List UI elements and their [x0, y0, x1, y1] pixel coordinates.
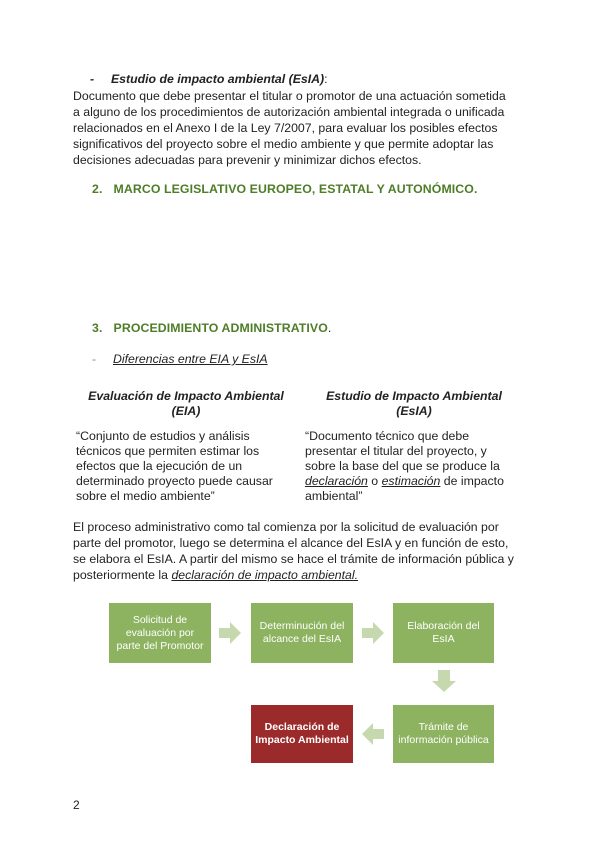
- esia-quote-line: ambiental”: [305, 489, 363, 503]
- flow-step-alcance: Determinución del alcance del EsIA: [251, 603, 353, 663]
- esia-quote-line: “Documento técnico que debe: [305, 429, 470, 443]
- flow-step-informacion-publica: Trámite de información pública: [393, 705, 494, 763]
- eia-column-title: [76, 389, 296, 419]
- eia-definition-quote: [76, 429, 296, 504]
- section-3-dot: .: [327, 321, 332, 335]
- declaracion-impacto-link[interactable]: declaración de impacto ambiental.: [171, 568, 359, 582]
- section-2-title: MARCO LEGISLATIVO EUROPEO, ESTATAL Y AUTONÓMICO.: [113, 182, 478, 196]
- section-3-title: PROCEDIMIENTO ADMINISTRATIVO: [113, 321, 328, 335]
- section-3-number: 3.: [92, 321, 103, 335]
- bullet-esia-title: Estudio de impacto ambiental (EsIA): [110, 72, 325, 86]
- eia-quote-line: determinado proyecto puede causar: [76, 474, 273, 488]
- declaracion-link[interactable]: declaración: [305, 474, 368, 488]
- esia-line: Documento que debe presentar el titular o promotor de una actuación sometida: [73, 89, 506, 103]
- esia-line: a alguno de los procedimientos de autorización ambiental integrada o unificada: [73, 105, 505, 119]
- process-paragraph: [73, 519, 528, 583]
- arrow-down-icon: [432, 670, 456, 692]
- esia-quote-line-4: [305, 474, 525, 489]
- process-line-last: [73, 567, 528, 583]
- bullet-colon: :: [324, 72, 328, 86]
- esia-line: significativos del proyecto sobre el medio ambiente y que permite adoptar las: [73, 137, 494, 151]
- process-last-prefix: posteriormente la: [73, 568, 172, 582]
- arrow-left-icon: [362, 723, 384, 745]
- estimacion-link[interactable]: estimación: [381, 474, 441, 488]
- esia-definition: [73, 88, 528, 168]
- quote-impact: de impacto: [440, 474, 504, 488]
- arrow-right-icon: [219, 622, 241, 644]
- bullet-esia-heading: [90, 72, 328, 86]
- esia-line: decisiones adecuadas para prevenir y minimizar dichos efectos.: [73, 153, 422, 167]
- section-2-number: 2.: [92, 182, 103, 196]
- flow-step-declaracion: Declaración de Impacto Ambiental: [251, 705, 353, 763]
- sub-bullet-dash: -: [92, 352, 97, 366]
- flow-step-solicitud: Solicitud de evaluación por parte del Promotor: [109, 603, 211, 663]
- eia-quote-line: sobre el medio ambiente”: [76, 489, 215, 503]
- eia-quote-line: técnicos que permiten estimar los: [76, 444, 260, 458]
- bullet-dash: -: [90, 72, 95, 86]
- sub-bullet: [92, 352, 268, 366]
- arrow-right-icon: [362, 622, 384, 644]
- esia-definition-quote: [305, 429, 525, 504]
- esia-line: relacionados en el Anexo I de la Ley 7/2007, para evaluar los posibles efectos: [73, 121, 498, 135]
- section-3-heading: [92, 321, 331, 335]
- page-number: 2: [73, 798, 80, 812]
- eia-title-line-2: (EIA): [171, 404, 201, 418]
- esia-column-title: [303, 389, 525, 419]
- eia-title-line-1: Evaluación de Impacto Ambiental: [88, 389, 284, 403]
- sub-bullet-link[interactable]: Diferencias entre EIA y EsIA: [112, 352, 268, 366]
- esia-title-line-2: (EsIA): [396, 404, 432, 418]
- section-2-heading: [92, 182, 477, 196]
- process-line: se elabora el EsIA. A partir del mismo se hace el trámite de información pública y: [73, 552, 514, 566]
- process-line: parte del promotor, luego se determina el alcance del EsIA y en función de esto,: [73, 536, 509, 550]
- quote-or: o: [367, 474, 382, 488]
- eia-quote-line: “Conjunto de estudios y análisis: [76, 429, 250, 443]
- esia-title-line-1: Estudio de Impacto Ambiental: [326, 389, 502, 403]
- process-line: El proceso administrativo como tal comienza por la solicitud de evaluación por: [73, 520, 499, 534]
- esia-quote-line: sobre la base del que se produce la: [305, 459, 500, 473]
- flow-step-elaboracion: Elaboración del EsIA: [393, 603, 494, 663]
- esia-quote-line: presentar el titular del proyecto, y: [305, 444, 487, 458]
- eia-quote-line: efectos que la ejecución de un: [76, 459, 243, 473]
